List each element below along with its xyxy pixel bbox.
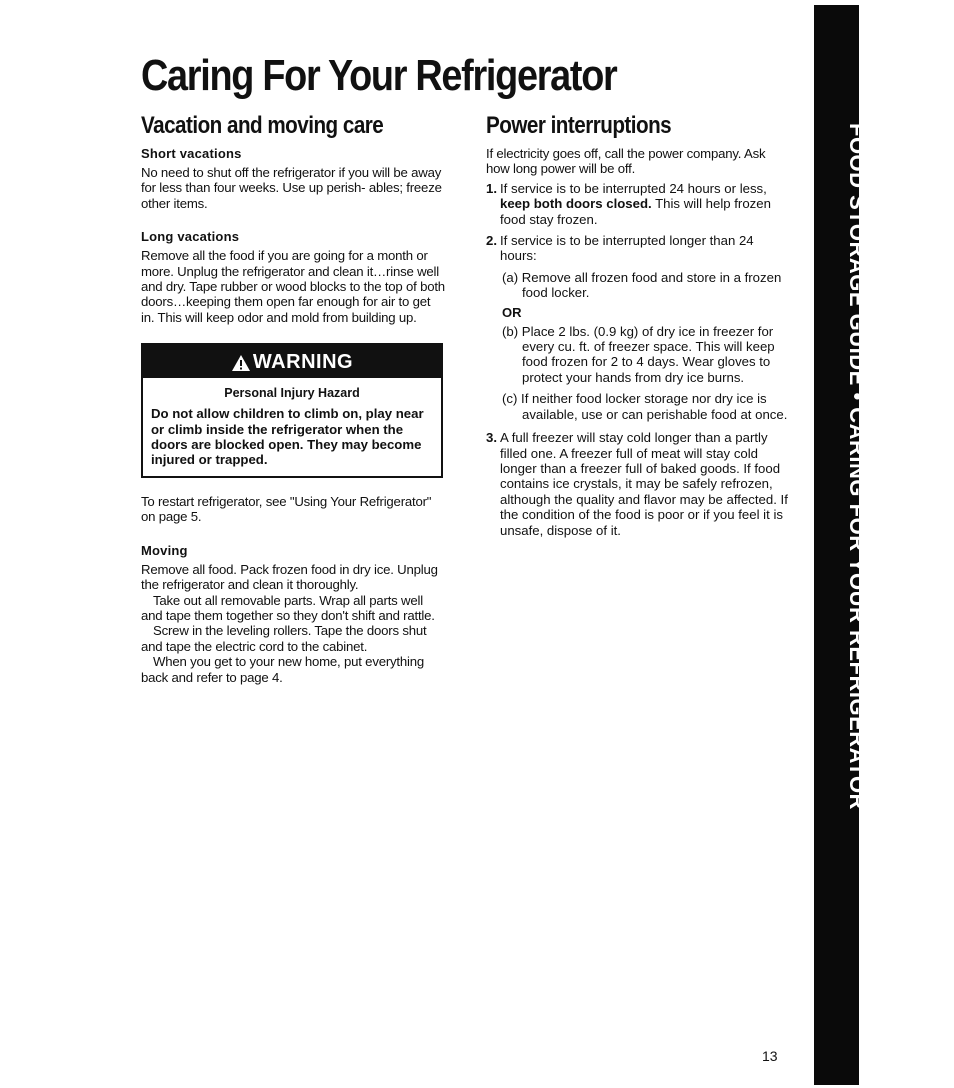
list-item-3: 3. A full freezer will stay cold longer than a partly filled one. A freezer full of meat will stay cold longer than a freezer full of baked goods. If food contains ice crystals, it may be safely refrozen, although the quality and flavor may be affected. If the condition of the food is poor or if you feel it is unsafe, dispose of it.	[486, 430, 788, 538]
moving-text-3: Screw in the leveling rollers. Tape the doors shut and tape the electric cord to the cabinet.	[141, 623, 427, 654]
power-heading: Power interruptions	[486, 112, 672, 139]
warning-triangle-icon	[231, 354, 251, 372]
or-label: OR	[502, 304, 522, 320]
page-number: 13	[762, 1048, 778, 1064]
warning-label: WARNING	[252, 351, 354, 374]
page-title: Caring For Your Refrigerator	[141, 51, 617, 100]
list-item-2b: (b) Place 2 lbs. (0.9 kg) of dry ice in freezer for every cu. ft. of freezer space. This will keep food frozen for 2 to 4 days. Wear gloves to protect your hands from dry ice burns.	[502, 323, 775, 385]
vacation-heading: Vacation and moving care	[141, 112, 384, 139]
moving-label: Moving	[141, 542, 188, 558]
moving-text-2: Take out all removable parts. Wrap all parts well and tape them together so they don't shift and rattle.	[141, 592, 435, 623]
long-vacations-label: Long vacations	[141, 229, 240, 245]
side-tab	[814, 5, 870, 1085]
moving-text-1: Remove all food. Pack frozen food in dry ice. Unplug the refrigerator and clean it thoroughly.	[141, 561, 438, 593]
warning-text: Do not allow children to climb on, play near or climb inside the refrigerator when the doors are blocked open. They may become injured or trapped.	[151, 406, 424, 468]
left-column	[141, 146, 446, 685]
right-column	[486, 146, 791, 540]
moving-text-4: When you get to your new home, put everything back and refer to page 4.	[141, 654, 425, 685]
hazard-title: Personal Injury Hazard	[224, 386, 360, 401]
list-item-2: 2. If service is to be interrupted longer than 24 hours:	[486, 233, 754, 264]
power-intro: If electricity goes off, call the power company. Ask how long power will be off.	[486, 146, 766, 177]
warning-header	[143, 345, 441, 378]
list-item-2a: (a) Remove all frozen food and store in a frozen food locker.	[502, 269, 782, 301]
warning-box	[141, 343, 443, 478]
list-item-1: 1. If service is to be interrupted 24 hours or less, keep both doors closed. This will help frozen food stay frozen.	[486, 180, 771, 227]
short-vacations-label: Short vacations	[141, 146, 242, 161]
side-tab-text: FOOD STORAGE GUIDE • CARING FOR YOUR REFRIGERATOR	[845, 123, 870, 810]
short-vacations-text: No need to shut off the refrigerator if you will be away for less than four weeks. Use up perish- ables; freeze other items.	[141, 165, 442, 211]
restart-text: To restart refrigerator, see "Using Your Refrigerator" on page 5.	[141, 493, 432, 525]
list-item-2c: (c) If neither food locker storage nor dry ice is available, use or can perishable food at once.	[502, 391, 788, 422]
long-vacations-text: Remove all the food if you are going for a month or more. Unplug the refrigerator and clean it…rinse well and dry. Tape rubber or wood blocks to the top of both doors…keeping them open far enough for air to get in. This will keep odor and mold from building up.	[141, 248, 445, 325]
